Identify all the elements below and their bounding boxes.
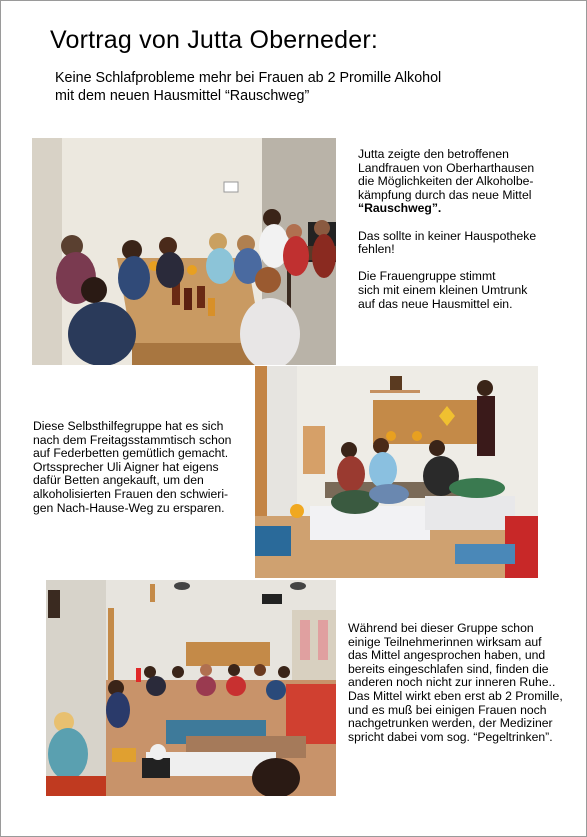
text-block-3-line: nachgetrunken werden, der Mediziner — [348, 716, 553, 731]
text-block-1-line: die Möglichkeiten der Alkoholbe- — [358, 174, 534, 189]
photo-hall-group — [46, 580, 336, 796]
text-block-2-line: Diese Selbsthilfegruppe hat es sich — [33, 419, 224, 433]
text-block-2-line: alkoholisierten Frauen den schwieri- — [33, 486, 229, 501]
text-block-2-line: gen Nach-Hause-Weg zu ersparen. — [33, 500, 225, 515]
text-block-1-line: auf das neue Hausmittel ein. — [358, 296, 513, 311]
page-title: Vortrag von Jutta Oberneder: — [50, 26, 379, 54]
text-block-3-line: einige Teilnehmerinnen wirksam auf — [348, 634, 542, 649]
photo-table-gathering — [32, 138, 336, 365]
text-block-3 — [348, 622, 563, 744]
text-block-3-line: spricht dabei vom sog. “Pegeltrinken”. — [348, 729, 553, 744]
text-block-3-line: anderen noch nicht zur inneren Ruhe.. — [348, 675, 556, 690]
text-block-1 — [358, 148, 536, 311]
product-name-bold: “Rauschweg”. — [358, 201, 442, 216]
text-block-1-line: sich mit einem kleinen Umtrunk — [358, 282, 528, 297]
text-block-3-line: Das Mittel wirkt eben erst ab 2 Promille, — [348, 688, 563, 703]
text-block-3-line: und es muß bei einigen Frauen noch — [348, 702, 547, 717]
text-block-2-line: dafür Betten angekauft, um den — [33, 473, 204, 488]
text-block-3-line: Während bei dieser Gruppe schon — [348, 621, 534, 635]
text-block-2 — [33, 420, 231, 515]
text-block-2-line: nach dem Freitagsstammtisch schon — [33, 432, 232, 447]
product-name — [358, 202, 536, 216]
subtitle-line-2: mit dem neuen Hausmittel “Rauschweg” — [55, 88, 310, 104]
text-block-1-line: Landfrauen von Oberharthausen — [358, 160, 535, 175]
text-block-2-line: auf Federbetten gemütlich gemacht. — [33, 446, 229, 461]
text-block-1-line: Das sollte in keiner Hauspotheke — [358, 228, 537, 243]
subtitle-line-1: Keine Schlafprobleme mehr bei Frauen ab 2 Promille Alkohol — [55, 70, 442, 86]
text-block-3-line: bereits eingeschlafen sind, finden die — [348, 661, 549, 676]
text-block-1-line: kämpfung durch das neue Mittel — [358, 187, 532, 202]
text-block-1-line: Die Frauengruppe stimmt — [358, 269, 496, 284]
text-block-1-line: Jutta zeigte den betroffenen — [358, 147, 509, 161]
text-block-1-line: fehlen! — [358, 242, 395, 257]
text-block-3-line: das Mittel angesprochen haben, und — [348, 648, 546, 663]
page-subtitle — [55, 69, 441, 105]
photo-mattress-group — [255, 366, 538, 578]
text-block-2-line: Ortssprecher Uli Aigner hat eigens — [33, 459, 219, 474]
